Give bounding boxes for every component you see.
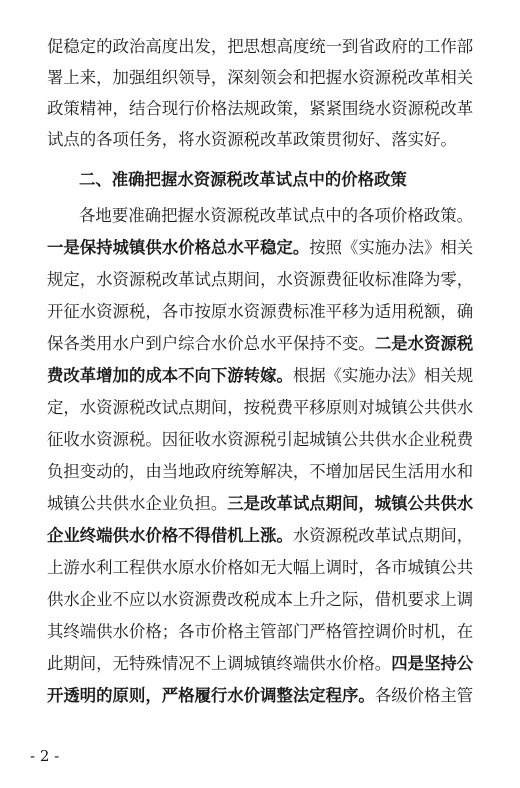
line-13-text: 征收水资源税。因征收水资源税引起城镇公共供水企业税费	[47, 430, 473, 449]
line-14	[47, 456, 473, 487]
line-1	[47, 31, 473, 62]
line-20-bold: 四是坚持公	[391, 654, 473, 673]
line-21-text: 各级价格主管	[374, 686, 473, 705]
line-6	[79, 200, 473, 231]
line-13	[47, 424, 473, 455]
line-8-text: 规定，水资源税改革试点期间，水资源费征收标准降为零，	[47, 270, 473, 289]
line-3-text: 政策精神，结合现行价格法规政策，紧紧围绕水资源税改革	[47, 99, 473, 118]
line-1-text: 促稳定的政治高度出发，把思想高度统一到省政府的工作部	[47, 37, 473, 56]
line-4-text: 试点的各项任务，将水资源税改革政策贯彻好、落实好。	[47, 130, 457, 149]
line-19-text: 其终端供水价格；各市价格主管部门严格管控调价时机，在	[47, 622, 473, 641]
line-18-text: 供水企业不应以水资源费改税成本上升之际，借机要求上调	[47, 590, 473, 609]
line-9	[47, 296, 473, 327]
line-7-bold: 一是保持城镇供水价格总水平稳定。	[47, 238, 310, 257]
line-20-text: 此期间，无特殊情况不上调城镇终端供水价格。	[47, 654, 392, 673]
line-15-text: 城镇公共供水企业负担。	[47, 494, 228, 513]
section-heading-text: 二、准确把握水资源税改革试点中的价格政策	[79, 170, 407, 189]
line-21-bold: 开透明的原则，严格履行水价调整法定程序。	[47, 686, 375, 705]
line-18	[47, 584, 473, 615]
line-10	[47, 328, 473, 359]
line-16	[47, 520, 473, 551]
line-14-text: 负担变动的，由当地政府统筹解决，不增加居民生活用水和	[47, 462, 473, 481]
line-3	[47, 93, 473, 124]
line-16-bold: 企业终端供水价格不得借机上涨。	[47, 526, 293, 545]
line-21	[47, 680, 473, 711]
line-11-text: 根据《实施办法》相关规	[292, 366, 473, 385]
line-9-text: 开征水资源税，各市按原水资源费标准平移为适用税额，确	[47, 302, 473, 321]
line-15	[47, 488, 473, 519]
line-2	[47, 62, 473, 93]
line-2-text: 署上来，加强组织领导，深刻领会和把握水资源税改革相关	[47, 68, 473, 87]
page-number: - 2 -	[30, 747, 60, 765]
line-17	[47, 552, 473, 583]
line-20	[47, 648, 473, 679]
line-15-bold: 三是改革试点期间，城镇公共供水	[227, 494, 473, 513]
line-19	[47, 616, 473, 647]
line-12	[47, 392, 473, 423]
line-10-bold: 二是水资源税	[374, 334, 473, 353]
line-17-text: 上游水利工程供水原水价格如无大幅上调时，各市城镇公共	[47, 558, 473, 577]
line-12-text: 定，水资源税改试点期间，按税费平移原则对城镇公共供水	[47, 398, 473, 417]
line-8	[47, 264, 473, 295]
line-11	[47, 360, 473, 391]
line-10-text: 保各类用水户到户综合水价总水平保持不变。	[47, 334, 375, 353]
line-4	[47, 124, 473, 155]
line-7	[47, 232, 473, 263]
section-heading	[79, 164, 473, 195]
line-16-text: 水资源税改革试点期间，	[292, 526, 473, 545]
line-7-text: 按照《实施办法》相关	[309, 238, 473, 257]
line-11-bold: 费改革增加的成本不向下游转嫁。	[47, 366, 293, 385]
line-6-text: 各地要准确把握水资源税改革试点中的各项价格政策。	[79, 206, 473, 225]
